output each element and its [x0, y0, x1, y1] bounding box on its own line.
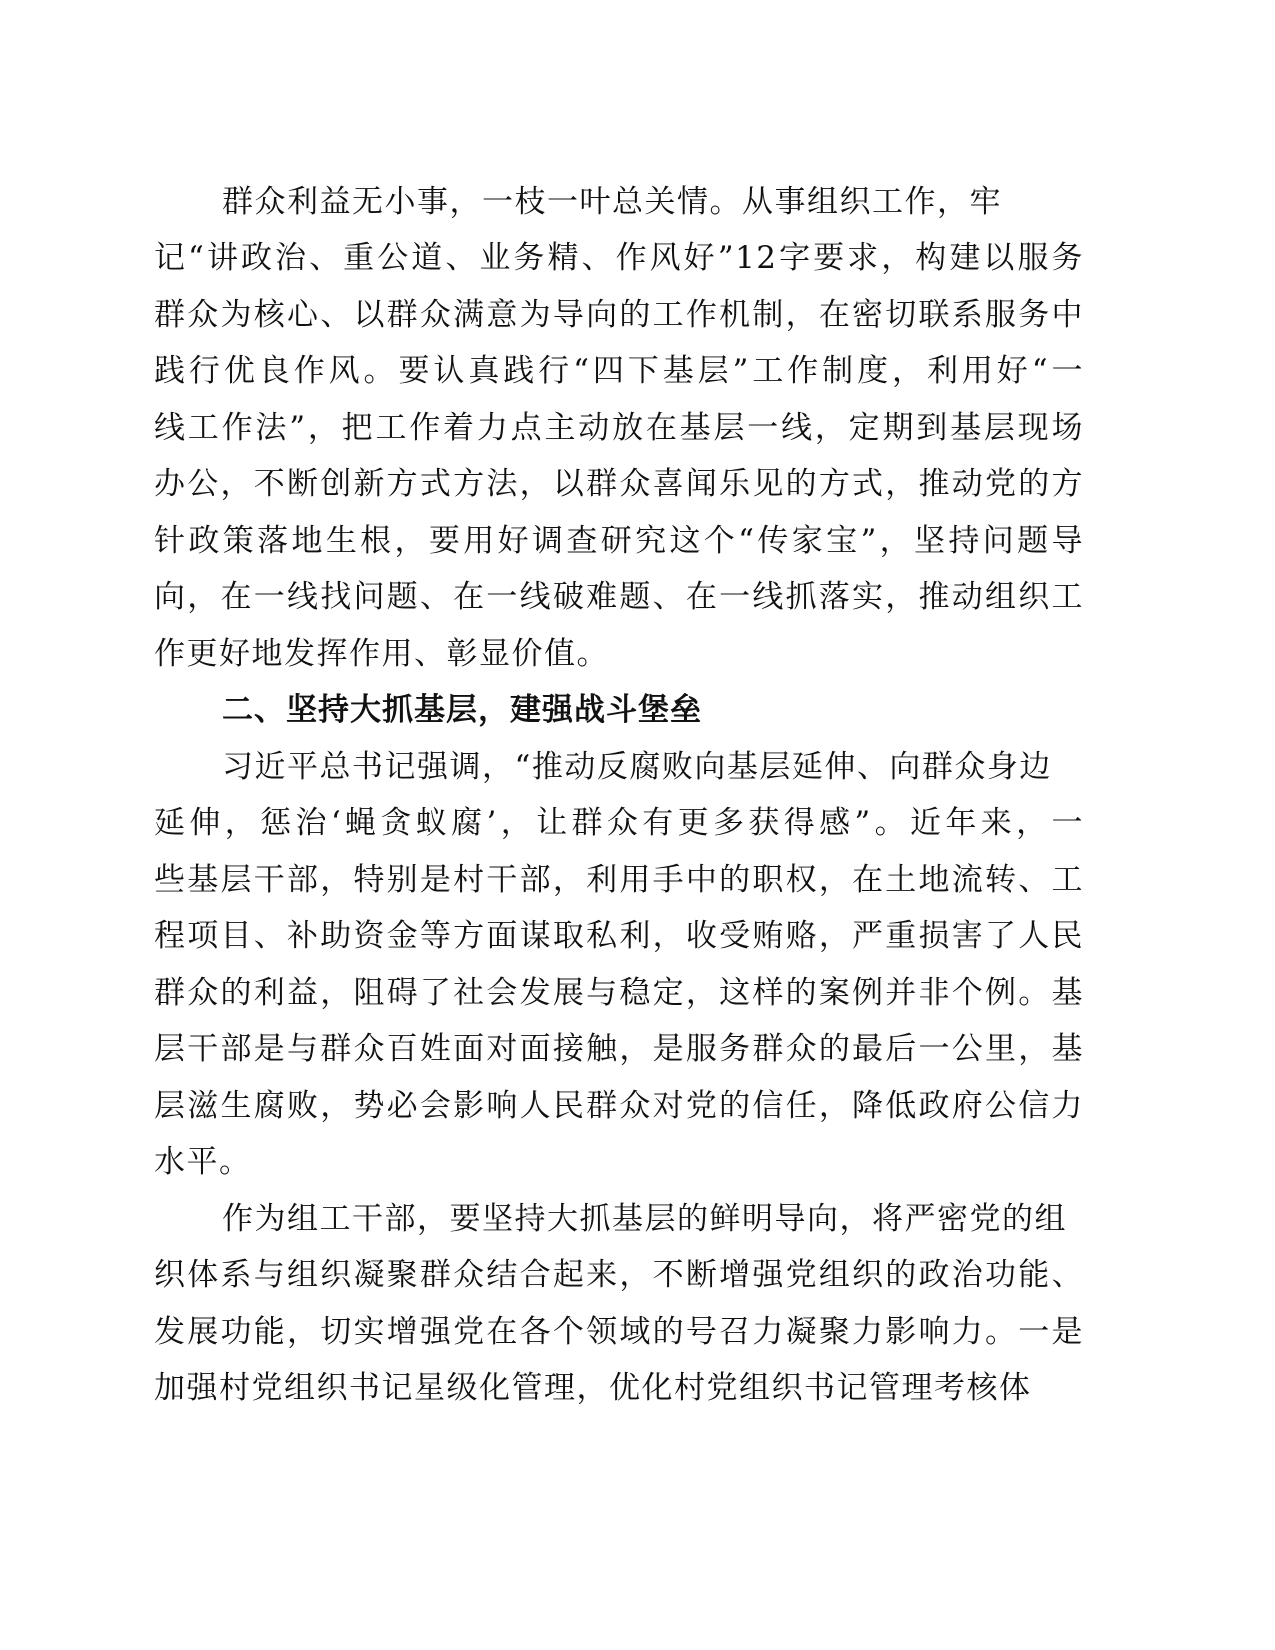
- section-heading: 二、坚持大抓基层，建强战斗堡垒: [222, 692, 702, 728]
- paragraph-line: 群众的利益，阻碍了社会发展与稳定，这样的案例并非个例。基: [154, 975, 1084, 1011]
- paragraph-line: 些基层干部，特别是村干部，利用手中的职权，在土地流转、工: [154, 862, 1084, 898]
- paragraph-line: 层干部是与群众百姓面对面接触，是服务群众的最后一公里，基: [154, 1031, 1084, 1067]
- paragraph-line: 水平。: [154, 1144, 252, 1180]
- paragraph-line: 层滋生腐败，势必会影响人民群众对党的信任，降低政府公信力: [154, 1088, 1084, 1124]
- paragraph-line: 践行优良作风。要认真践行“四下基层”工作制度，利用好“一: [154, 353, 1084, 389]
- paragraph-line: 群众利益无小事，一枝一叶总关情。从事组织工作，牢: [222, 184, 1002, 220]
- paragraph-line: 作为组工干部，要坚持大抓基层的鲜明导向，将严密党的组: [222, 1201, 1067, 1237]
- paragraph-line: 作更好地发挥作用、彰显价值。: [154, 636, 609, 672]
- paragraph-line: 习近平总书记强调，“推动反腐败向基层延伸、向群众身边: [222, 749, 1052, 785]
- paragraph-line: 线工作法”，把工作着力点主动放在基层一线，定期到基层现场: [154, 410, 1084, 446]
- paragraph-line: 加强村党组织书记星级化管理，优化村党组织书记管理考核体: [154, 1370, 1032, 1406]
- paragraph-line: 织体系与组织凝聚群众结合起来，不断增强党组织的政治功能、: [154, 1257, 1084, 1293]
- paragraph-line: 向，在一线找问题、在一线破难题、在一线抓落实，推动组织工: [154, 579, 1084, 615]
- paragraph-line: 程项目、补助资金等方面谋取私利，收受贿赂，严重损害了人民: [154, 918, 1084, 954]
- paragraph-line: 发展功能，切实增强党在各个领域的号召力凝聚力影响力。一是: [154, 1314, 1084, 1350]
- paragraph-line: 针政策落地生根，要用好调查研究这个“传家宝”，坚持问题导: [154, 523, 1084, 559]
- paragraph-line: 群众为核心、以群众满意为导向的工作机制，在密切联系服务中: [154, 297, 1084, 333]
- paragraph-line: 记“讲政治、重公道、业务精、作风好”12字要求，构建以服务: [154, 240, 1084, 276]
- paragraph-line: 延伸，惩治‘蝇贪蚁腐’，让群众有更多获得感”。近年来，一: [154, 805, 1084, 841]
- paragraph-line: 办公，不断创新方式方法，以群众喜闻乐见的方式，推动党的方: [154, 466, 1084, 502]
